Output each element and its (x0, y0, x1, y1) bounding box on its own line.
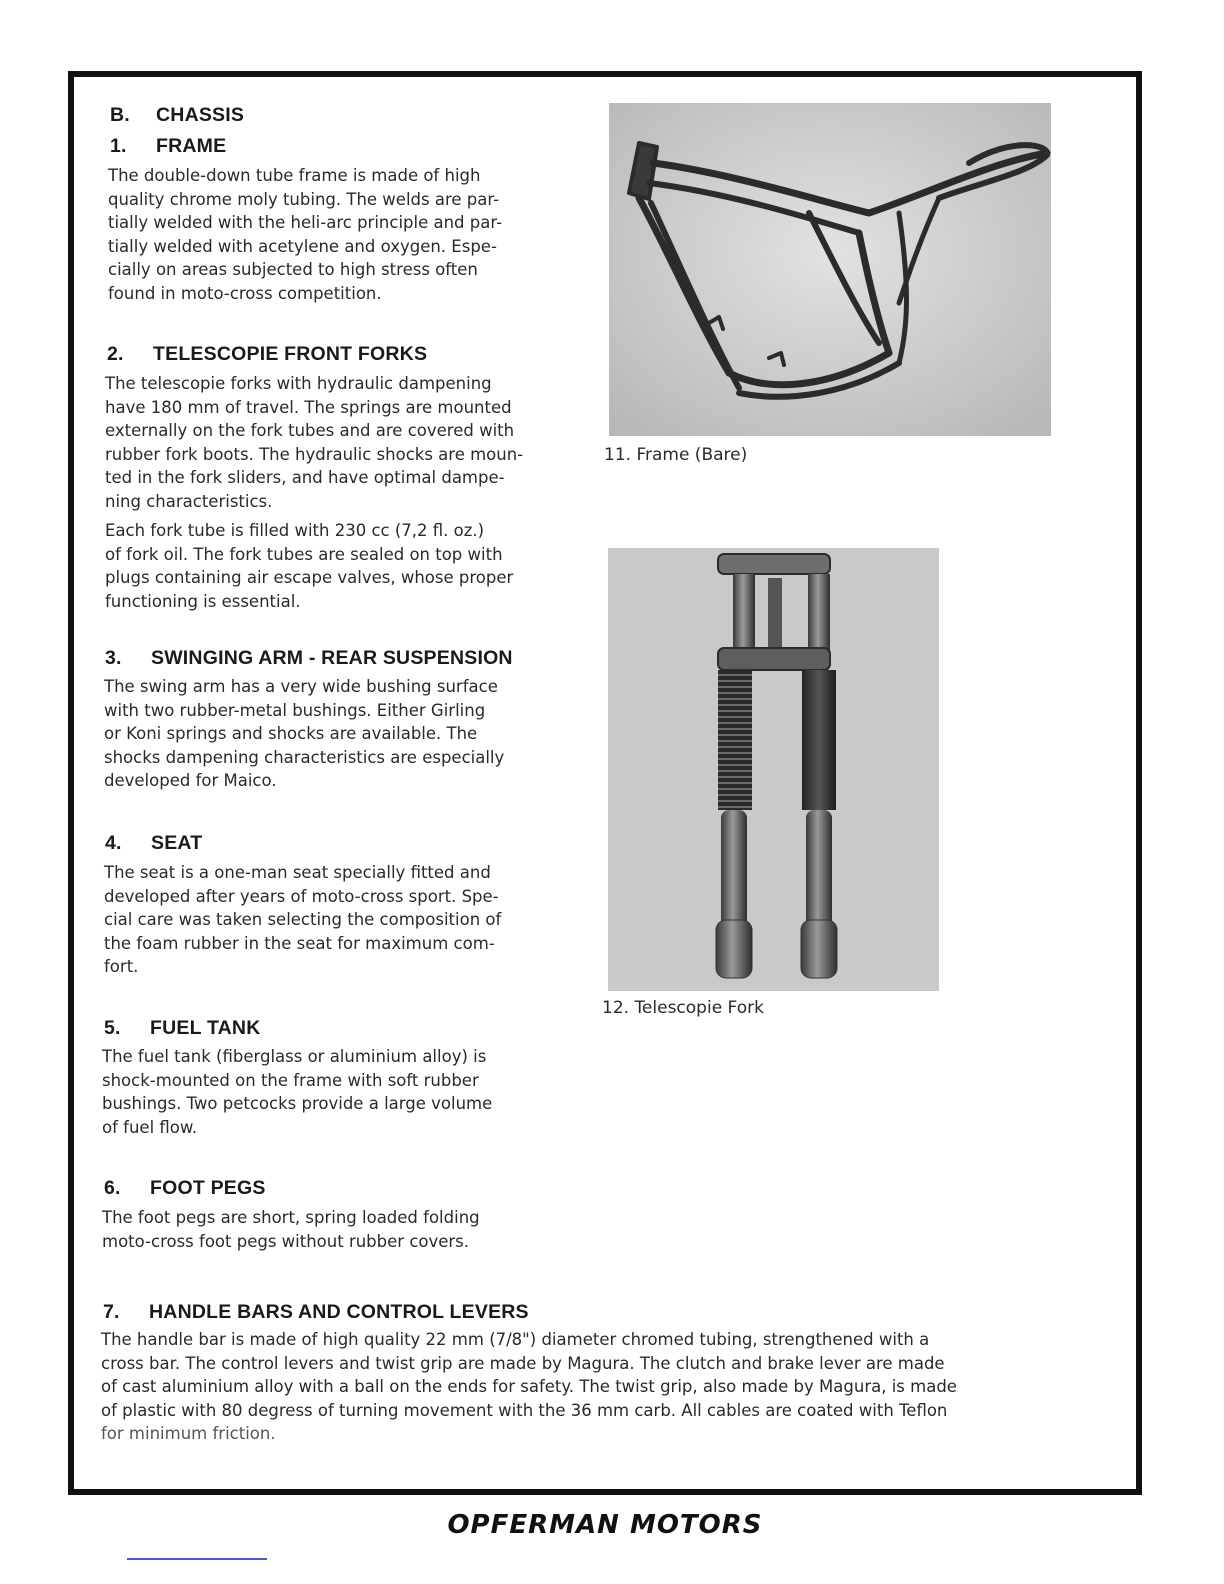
text-line: The double-down tube frame is made of high (108, 166, 481, 185)
text-line: of fuel flow. (102, 1117, 198, 1137)
text-line: developed after years of moto-cross sport. Spe- (104, 886, 499, 906)
heading-title: TELESCOPIE FRONT FORKS (153, 343, 428, 365)
text-line: cial care was taken selecting the composition of (104, 910, 502, 930)
heading-title: FRAME (156, 135, 227, 157)
section-title: CHASSIS (156, 104, 245, 126)
paragraph-forks-oil (105, 519, 513, 613)
paragraph-handle-bars (101, 1328, 957, 1446)
text-line: Each fork tube is filled with 230 cc (7,2 fl. oz.) (105, 521, 485, 540)
text-line: The foot pegs are short, spring loaded folding (102, 1208, 480, 1227)
heading-number: 5. (104, 1017, 121, 1039)
heading-handle-bars (103, 1301, 529, 1324)
paragraph-swing-arm (104, 675, 504, 793)
text-line: or Koni springs and shocks are available. The (104, 724, 478, 744)
heading-number: 2. (107, 343, 124, 365)
heading-title: HANDLE BARS AND CONTROL LEVERS (149, 1301, 529, 1323)
text-line: externally on the fork tubes and are covered with (105, 421, 515, 441)
frame-photo (609, 103, 1051, 436)
text-line: with two rubber-metal bushings. Either Girling (104, 700, 486, 720)
section-letter: B. (110, 104, 130, 126)
text-line: shocks dampening characteristics are especially (104, 747, 505, 767)
text-line: quality chrome moly tubing. The welds are par- (108, 189, 500, 209)
heading-frame (110, 135, 226, 158)
text-line: of plastic with 80 degress of turning movement with the 36 mm carb. All cables are coated with Teflon (101, 1400, 948, 1420)
motorcycle-frame-illustration (609, 103, 1051, 436)
paragraph-frame (108, 164, 502, 306)
text-line: shock-mounted on the frame with soft rubber (102, 1070, 479, 1090)
text-line: bushings. Two petcocks provide a large volume (102, 1094, 493, 1114)
heading-number: 4. (105, 832, 122, 854)
heading-number: 3. (105, 647, 122, 669)
heading-title: SEAT (151, 832, 203, 854)
footer-brand: OPFERMAN MOTORS (447, 1510, 763, 1540)
text-line: developed for Maico. (104, 771, 277, 791)
heading-seat (105, 832, 202, 855)
text-line: functioning is essential. (105, 591, 301, 611)
figure-caption-fork: 12. Telescopie Fork (602, 998, 764, 1018)
paragraph-seat (104, 861, 501, 979)
text-line: tially welded with the heli-arc principle and par- (108, 213, 503, 233)
heading-title: FUEL TANK (150, 1017, 261, 1039)
text-line: plugs containing air escape valves, whose proper (105, 568, 514, 588)
text-line: ted in the fork sliders, and have optimal dampe- (105, 468, 505, 488)
text-line: The seat is a one-man seat specially fitted and (104, 863, 491, 882)
text-line: ning characteristics. (105, 491, 273, 511)
text-line: for minimum friction. (101, 1424, 276, 1444)
text-line: cross bar. The control levers and twist grip are made by Magura. The clutch and brake lever are made (101, 1353, 945, 1373)
text-line: The telescopie forks with hydraulic dampening (105, 374, 492, 393)
text-line: of fork oil. The fork tubes are sealed on top with (105, 544, 503, 564)
text-line: of cast aluminium alloy with a ball on the ends for safety. The twist grip, also made by Magura, is made (101, 1377, 957, 1397)
text-line: The fuel tank (fiberglass or aluminium alloy) is (102, 1047, 487, 1066)
heading-title: FOOT PEGS (150, 1177, 266, 1199)
heading-number: 1. (110, 135, 127, 157)
text-line: The handle bar is made of high quality 22 mm (7/8") diameter chromed tubing, strengthened with a (101, 1330, 930, 1349)
heading-forks (107, 343, 427, 366)
heading-title: SWINGING ARM - REAR SUSPENSION (151, 647, 513, 669)
text-line: the foam rubber in the seat for maximum com- (104, 933, 495, 953)
heading-foot-pegs (104, 1177, 266, 1200)
section-heading (110, 104, 244, 127)
fork-photo (608, 548, 939, 991)
heading-swing-arm (105, 647, 513, 670)
heading-fuel-tank (104, 1017, 261, 1040)
text-line: rubber fork boots. The hydraulic shocks are moun- (105, 444, 524, 464)
text-line: cially on areas subjected to high stress often (108, 260, 478, 280)
paragraph-foot-pegs (102, 1206, 480, 1253)
footer-divider (127, 1558, 267, 1560)
paragraph-forks (105, 372, 523, 514)
text-line: The swing arm has a very wide bushing surface (104, 677, 498, 696)
text-line: fort. (104, 957, 139, 977)
text-line: tially welded with acetylene and oxygen. Espe- (108, 236, 497, 256)
heading-number: 7. (103, 1301, 120, 1323)
figure-caption-frame: 11. Frame (Bare) (604, 445, 748, 465)
text-line: found in moto-cross competition. (108, 283, 382, 303)
telescopic-fork-illustration (608, 548, 939, 991)
text-line: have 180 mm of travel. The springs are mounted (105, 397, 512, 417)
heading-number: 6. (104, 1177, 121, 1199)
text-line: moto-cross foot pegs without rubber covers. (102, 1231, 470, 1251)
paragraph-fuel-tank (102, 1045, 492, 1139)
